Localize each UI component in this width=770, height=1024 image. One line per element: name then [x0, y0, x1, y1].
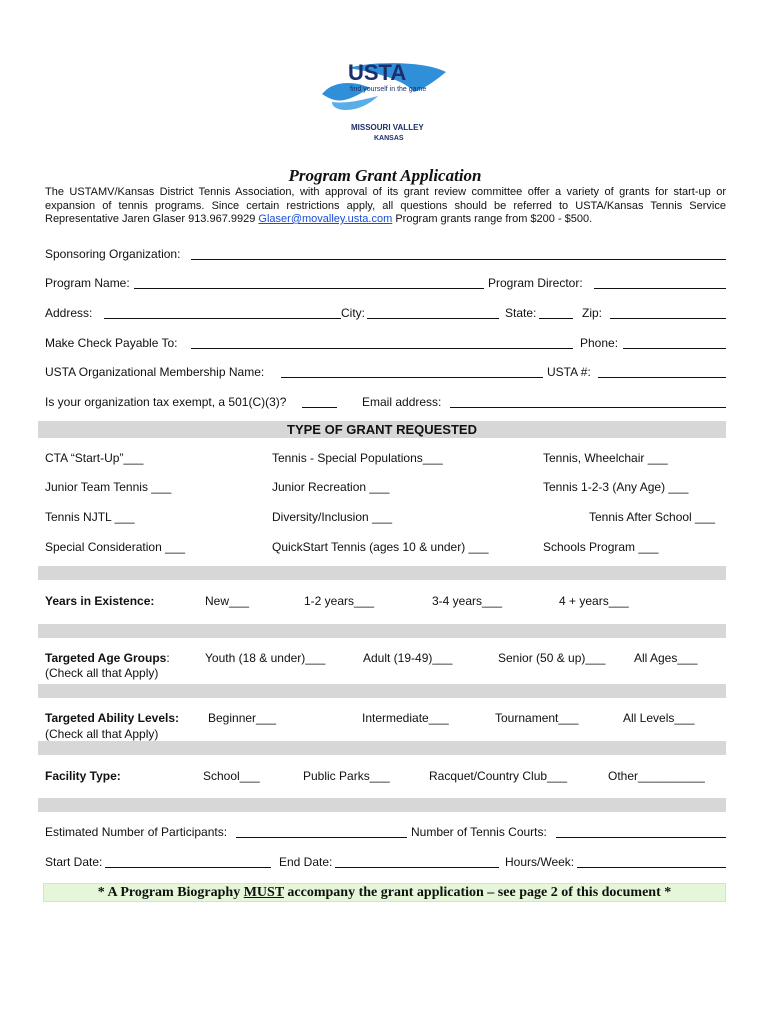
sponsoring-org-field[interactable] — [191, 259, 726, 260]
email-field[interactable] — [450, 407, 726, 408]
years-option-3-4[interactable]: 3-4 years___ — [432, 594, 503, 608]
page-title: Program Grant Application — [288, 166, 482, 185]
grant-option-junior-recreation[interactable]: Junior Recreation ___ — [272, 480, 390, 494]
city-field[interactable] — [367, 318, 499, 319]
participants-field[interactable] — [236, 837, 407, 838]
section-divider — [38, 741, 726, 755]
years-option-new[interactable]: New___ — [205, 594, 250, 608]
membership-name-field[interactable] — [281, 377, 543, 378]
facility-option-school[interactable]: School___ — [203, 769, 260, 783]
sponsoring-org-label: Sponsoring Organization: — [45, 247, 181, 261]
age-groups-title: Targeted Age Groups — [45, 651, 167, 665]
zip-label: Zip: — [582, 306, 603, 320]
section-divider — [38, 798, 726, 812]
grant-option-junior-team-tennis[interactable]: Junior Team Tennis ___ — [45, 480, 172, 494]
program-director-field[interactable] — [594, 288, 726, 289]
age-groups-colon: : — [166, 651, 170, 665]
usta-number-label: USTA #: — [547, 365, 591, 379]
program-director-label: Program Director: — [488, 276, 583, 290]
phone-field[interactable] — [623, 348, 726, 349]
grant-option-after-school[interactable]: Tennis After School ___ — [589, 510, 716, 524]
years-option-1-2[interactable]: 1-2 years___ — [304, 594, 375, 608]
end-date-field[interactable] — [335, 867, 499, 868]
age-option-adult[interactable]: Adult (19-49)___ — [363, 651, 453, 665]
address-label: Address: — [45, 306, 93, 320]
logo-section-state: KANSAS — [374, 135, 404, 142]
ability-levels-label: Targeted Ability Levels: — [45, 711, 180, 725]
courts-field[interactable] — [556, 837, 726, 838]
section-divider — [38, 624, 726, 638]
facility-option-other[interactable]: Other__________ — [608, 769, 705, 783]
usta-logo-graphic — [318, 58, 458, 148]
notice-text-end: accompany the grant application – see page 2 of this document * — [283, 885, 672, 900]
grant-option-diversity-inclusion[interactable]: Diversity/Inclusion ___ — [272, 510, 393, 524]
logo-tagline: find yourself in the game — [350, 86, 427, 93]
hours-week-label: Hours/Week: — [505, 855, 575, 869]
ability-option-all-levels[interactable]: All Levels___ — [623, 711, 695, 725]
notice-emphasis: MUST — [243, 885, 284, 900]
hours-week-field[interactable] — [577, 867, 726, 868]
facility-option-public-parks[interactable]: Public Parks___ — [303, 769, 390, 783]
logo-section-name: MISSOURI VALLEY — [351, 123, 424, 132]
grant-option-tennis-123[interactable]: Tennis 1-2-3 (Any Age) ___ — [543, 480, 689, 494]
check-payable-label: Make Check Payable To: — [45, 336, 178, 350]
section-divider — [38, 684, 726, 698]
notice-text-start: * A Program Biography — [97, 885, 244, 900]
grant-option-cta-startup[interactable]: CTA “Start-Up”___ — [45, 451, 144, 465]
ability-option-tournament[interactable]: Tournament___ — [495, 711, 579, 725]
years-existence-label: Years in Existence: — [45, 594, 155, 608]
phone-label: Phone: — [580, 336, 619, 350]
facility-option-racquet-club[interactable]: Racquet/Country Club___ — [429, 769, 568, 783]
years-option-4-plus[interactable]: 4 + years___ — [559, 594, 629, 608]
biography-notice — [43, 883, 726, 902]
grant-type-header — [38, 421, 726, 438]
grant-option-wheelchair[interactable]: Tennis, Wheelchair ___ — [543, 451, 668, 465]
usta-number-field[interactable] — [598, 377, 726, 378]
membership-name-label: USTA Organizational Membership Name: — [45, 365, 265, 379]
section-divider — [38, 566, 726, 580]
tax-exempt-label: Is your organization tax exempt, a 501(C)(3)? — [45, 395, 287, 409]
start-date-field[interactable] — [105, 867, 271, 868]
end-date-label: End Date: — [279, 855, 333, 869]
zip-field[interactable] — [610, 318, 726, 319]
grant-option-quickstart[interactable]: QuickStart Tennis (ages 10 & under) ___ — [272, 540, 489, 554]
age-option-youth[interactable]: Youth (18 & under)___ — [205, 651, 326, 665]
facility-type-label: Facility Type: — [45, 769, 121, 783]
ability-option-beginner[interactable]: Beginner___ — [208, 711, 277, 725]
grant-option-special-populations[interactable]: Tennis - Special Populations___ — [272, 451, 443, 465]
logo-brand-text: USTA — [348, 60, 407, 85]
ability-option-intermediate[interactable]: Intermediate___ — [362, 711, 449, 725]
tax-exempt-field[interactable] — [302, 407, 337, 408]
state-field[interactable] — [539, 318, 573, 319]
city-label: City: — [341, 306, 365, 320]
participants-label: Estimated Number of Participants: — [45, 825, 228, 839]
program-name-label: Program Name: — [45, 276, 130, 290]
ability-levels-sublabel: (Check all that Apply) — [45, 727, 159, 741]
contact-email-link[interactable]: Glaser@movalley.usta.com — [258, 213, 393, 225]
intro-grant-range: Program grants range from $200 - $500. — [392, 213, 593, 225]
grant-option-njtl[interactable]: Tennis NJTL ___ — [45, 510, 135, 524]
courts-label: Number of Tennis Courts: — [411, 825, 547, 839]
grant-option-schools-program[interactable]: Schools Program ___ — [543, 540, 659, 554]
grant-type-heading: TYPE OF GRANT REQUESTED — [287, 422, 477, 437]
address-field[interactable] — [104, 318, 341, 319]
intro-paragraph — [45, 186, 726, 227]
age-option-all-ages[interactable]: All Ages___ — [634, 651, 698, 665]
age-groups-sublabel: (Check all that Apply) — [45, 666, 159, 680]
age-groups-label — [45, 651, 170, 665]
grant-option-special-consideration[interactable]: Special Consideration ___ — [45, 540, 186, 554]
usta-logo — [318, 58, 458, 148]
age-option-senior[interactable]: Senior (50 & up)___ — [498, 651, 606, 665]
check-payable-field[interactable] — [191, 348, 573, 349]
intro-text: The USTAMV/Kansas District Tennis Association, with approval of its grant review committee offer a variety of grants for start-up or expansion of tennis programs. Since certain restrictions apply, all questions should be referred to USTA/Kansas Tennis Service Representative Jaren Glaser 913.967.9929 — [45, 186, 726, 225]
start-date-label: Start Date: — [45, 855, 103, 869]
program-name-field[interactable] — [134, 288, 484, 289]
state-label: State: — [505, 306, 537, 320]
email-label: Email address: — [362, 395, 442, 409]
